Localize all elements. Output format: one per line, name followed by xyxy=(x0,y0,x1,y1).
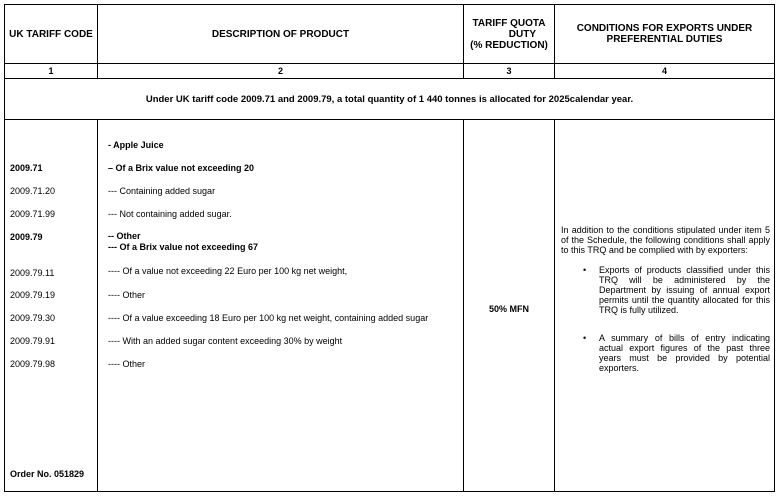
tariff-code-cell xyxy=(5,120,98,492)
conditions-bullet-text: A summary of bills of entry indicating actual export figures of the past three years must be provided by potential exporters. xyxy=(599,332,770,373)
column-number-4: 4 xyxy=(555,64,775,79)
header-conditions-for-exports xyxy=(555,5,775,64)
description-other-2009-79-19: ---- Other xyxy=(108,290,145,300)
description-other-2009-79: -- Other xyxy=(108,231,141,241)
tariff-code-2009-71-99: 2009.71.99 xyxy=(10,209,56,219)
tariff-code-2009-71: 2009.71 xyxy=(10,163,43,173)
header-tariff-quota-line1: TARIFF QUOTA xyxy=(472,17,546,29)
product-description-cell xyxy=(98,120,464,492)
tariff-code-2009-79-11: 2009.79.11 xyxy=(10,268,55,278)
header-tariff-quota-line2: DUTY xyxy=(508,28,536,40)
conditions-bullet-list xyxy=(561,265,770,373)
conditions-intro: In addition to the conditions stipulated under item 5 of the Schedule, the following conditions shall apply to this TRQ and be complied with by exporters: xyxy=(561,224,770,255)
header-row xyxy=(5,5,775,64)
order-number: Order No. 051829 xyxy=(10,469,85,479)
description-added-sugar-over-30-percent: ---- With an added sugar content exceeding 30% by weight xyxy=(108,336,343,346)
conditions-bullet-item xyxy=(583,332,770,373)
column-number-3: 3 xyxy=(464,64,555,79)
description-apple-juice: - Apple Juice xyxy=(108,140,164,150)
export-conditions-cell xyxy=(555,120,775,492)
column-number-row xyxy=(5,64,775,79)
tariff-code-2009-71-20: 2009.71.20 xyxy=(10,186,56,196)
tariff-code-2009-79-30: 2009.79.30 xyxy=(10,313,56,323)
description-value-exceeding-18-euro: ---- Of a value exceeding 18 Euro per 100 kg net weight, containing added sugar xyxy=(108,313,429,323)
description-value-not-exceeding-22-euro: ---- Of a value not exceeding 22 Euro per 100 kg net weight, xyxy=(108,266,348,276)
allocation-row xyxy=(5,79,775,120)
header-description-of-product: DESCRIPTION OF PRODUCT xyxy=(98,5,464,64)
description-brix-not-exceeding-20: – Of a Brix value not exceeding 20 xyxy=(108,163,255,173)
tariff-code-2009-79-98: 2009.79.98 xyxy=(10,359,56,369)
conditions-bullet-item xyxy=(583,264,770,315)
column-number-1: 1 xyxy=(5,64,98,79)
description-other-2009-79-98: ---- Other xyxy=(108,359,145,369)
header-conditions-line2: PREFERENTIAL DUTIES xyxy=(606,34,723,45)
header-tariff-quota-line3: (% REDUCTION) xyxy=(470,39,548,51)
header-conditions-line1: CONDITIONS FOR EXPORTS UNDER xyxy=(576,23,753,34)
tariff-quota-duty-cell: 50% MFN xyxy=(464,120,555,492)
header-tariff-quota-duty xyxy=(464,5,555,64)
description-brix-not-exceeding-67: --- Of a Brix value not exceeding 67 xyxy=(108,242,259,252)
tariff-code-2009-79-91: 2009.79.91 xyxy=(10,336,56,346)
description-containing-added-sugar: --- Containing added sugar xyxy=(108,186,216,196)
bullet-icon: • xyxy=(583,332,587,343)
tariff-code-2009-79-19: 2009.79.19 xyxy=(10,290,56,300)
tariff-body-row xyxy=(5,120,775,492)
description-not-containing-added-sugar: --- Not containing added sugar. xyxy=(108,209,232,219)
header-uk-tariff-code: UK TARIFF CODE xyxy=(5,5,98,64)
allocation-note: Under UK tariff code 2009.71 and 2009.79, a total quantity of 1 440 tonnes is allocated for 2025calendar year. xyxy=(5,79,775,120)
tariff-quota-table xyxy=(4,4,775,492)
tariff-code-2009-79: 2009.79 xyxy=(10,232,43,242)
bullet-icon: • xyxy=(583,264,587,275)
column-number-2: 2 xyxy=(98,64,464,79)
conditions-bullet-text: Exports of products classified under this TRQ will be administered by the Department by issuing of annual export permits until the quantity allocated for this TRQ is fully utilized. xyxy=(599,264,770,315)
